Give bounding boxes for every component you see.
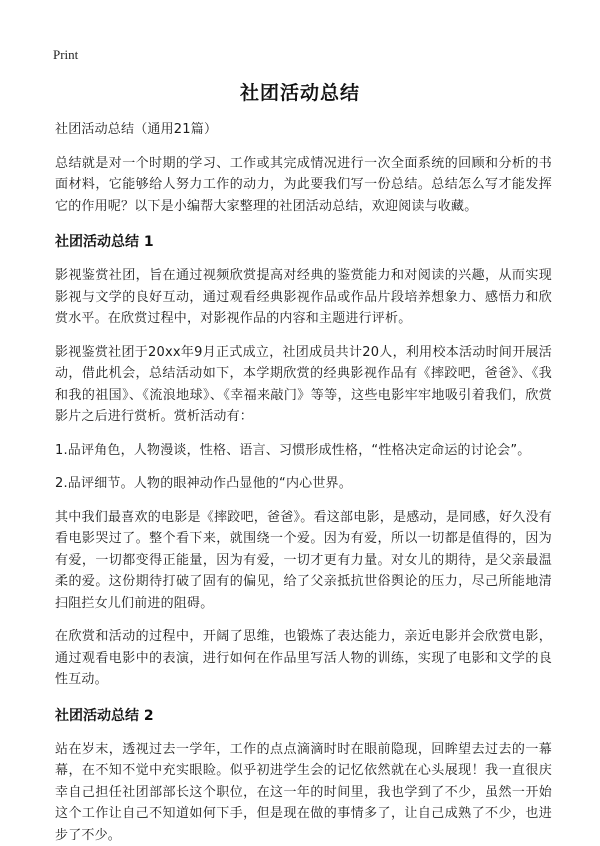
section1-paragraph-6: 在欣赏和活动的过程中，开阔了思维，也锻炼了表达能力，亲近电影并会欣赏电影，通过观看电影中的表演，进行如何在作品里写活人物的训练，实现了电影和文学的良性互动。 [55,626,552,691]
section-heading-1: 社团活动总结 1 [55,231,552,253]
section2-paragraph-1: 站在岁末，透视过去一学年，工作的点点滴滴时时在眼前隐现，回眸望去过去的一幕幕，在不知不觉中充实眼睑。似乎初进学生会的记忆依然就在心头展现！我一直很庆幸自己担任社团部部长这个职位，在这一年的时间里，我也学到了不少，虽然一开始这个工作让自己不知道如何下手，但是现在做的事情多了，让自己成熟了不少，也进步了不少。 [55,739,552,846]
section1-paragraph-3: 1.品评角色，人物漫谈，性格、语言、习惯形成性格，“性格决定命运的讨论会”。 [55,440,552,462]
page-title: 社团活动总结 [0,78,600,105]
section1-paragraph-5: 其中我们最喜欢的电影是《摔跤吧，爸爸》。看这部电影，是感动，是同感，好久没有看电影哭过了。整个看下来，就围绕一个爱。因为有爱，所以一切都是值得的，因为有爱，一切都变得正能量，因为有爱，一切才更有力量。对女儿的期待，是父亲最温柔的爱。这份期待打破了固有的偏见，给了父亲抵抗世俗舆论的压力，尽己所能地清扫阻拦女儿们前进的阻碍。 [55,507,552,615]
section1-paragraph-4: 2.品评细节。人物的眼神动作凸显他的“内心世界。 [55,473,552,495]
intro-paragraph: 总结就是对一个时期的学习、工作或其完成情况进行一次全面系统的回顾和分析的书面材料，它能够给人努力工作的动力，为此要我们写一份总结。总结怎么写才能发挥它的作用呢？以下是小编帮大家整理的社团活动总结，欢迎阅读与收藏。 [55,153,552,218]
section1-paragraph-2: 影视鉴赏社团于20xx年9月正式成立，社团成员共计20人，利用校本活动时间开展活动，借此机会，总结活动如下，本学期欣赏的经典影视作品有《摔跤吧，爸爸》、《我和我的祖国》、《流浪地球》、《幸福来敲门》等等，这些电影牢牢地吸引着我们，欣赏影片之后进行赏析。赏析活动有： [55,342,552,428]
print-link[interactable]: Print [53,47,78,63]
article-body [55,119,552,846]
section1-paragraph-1: 影视鉴赏社团，旨在通过视频欣赏提高对经典的鉴赏能力和对阅读的兴趣，从而实现影视与文学的良好互动，通过观看经典影视作品或作品片段培养想象力、感悟力和欣赏水平。在欣赏过程中，对影视作品的内容和主题进行评析。 [55,265,552,330]
section-heading-2: 社团活动总结 2 [55,705,552,727]
article-subtitle: 社团活动总结（通用21篇） [55,119,552,141]
